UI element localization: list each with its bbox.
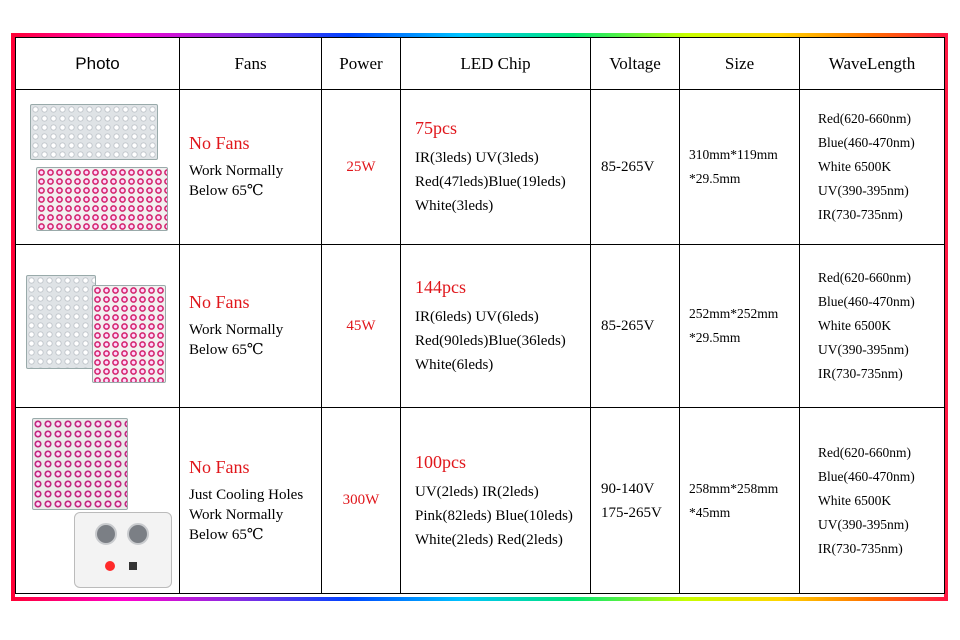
voltage-cell [591, 245, 680, 408]
header-voltage: Voltage [591, 38, 680, 90]
table-row [16, 245, 945, 408]
wavelength-line: White 6500K [818, 159, 892, 174]
product-image-25w-back [30, 104, 158, 160]
chip-line: UV(2leds) IR(2leds) [415, 483, 539, 500]
product-image-45w-back [26, 275, 96, 369]
wavelength-line: White 6500K [818, 492, 892, 508]
voltage-line: 85-265V [601, 159, 655, 175]
header-power: Power [322, 38, 401, 90]
size-line: 310mm*119mm [689, 147, 778, 162]
chip-count: 75pcs [415, 118, 457, 138]
chip-cell [401, 408, 591, 594]
wavelength-line: Red(620-660nm) [818, 111, 911, 126]
size-cell [680, 245, 800, 408]
fans-line: Work Normally [189, 322, 284, 338]
size-line: 252mm*252mm [689, 306, 779, 321]
header-wavelength: WaveLength [800, 38, 945, 90]
voltage-cell [591, 408, 680, 594]
chip-count: 144pcs [415, 277, 466, 297]
fans-title: No Fans [189, 133, 250, 153]
photo-cell [16, 408, 180, 594]
wavelength-cell [800, 245, 945, 408]
header-led-chip: LED Chip [401, 38, 591, 90]
wavelength-line: UV(390-395nm) [818, 342, 909, 357]
fans-line: Below 65℃ [189, 526, 264, 543]
fans-line: Work Normally [189, 506, 284, 523]
voltage-line: 175-265V [601, 504, 662, 521]
fans-line: Work Normally [189, 163, 284, 179]
wavelength-line: Blue(460-470nm) [818, 135, 915, 150]
power-value: 300W [322, 408, 401, 594]
chip-line: White(2leds) Red(2leds) [415, 531, 563, 548]
size-cell [680, 90, 800, 245]
fans-line: Below 65℃ [189, 183, 264, 199]
wavelength-line: White 6500K [818, 318, 892, 333]
chip-line: White(6leds) [415, 357, 494, 373]
power-value: 45W [322, 245, 401, 408]
wavelength-line: UV(390-395nm) [818, 183, 909, 198]
chip-cell [401, 245, 591, 408]
voltage-line: 90-140V [601, 480, 655, 497]
size-line: *29.5mm [689, 171, 741, 186]
power-value: 25W [322, 90, 401, 245]
chip-line: IR(6leds) UV(6leds) [415, 309, 539, 325]
fans-cell [180, 90, 322, 245]
header-row [16, 38, 945, 90]
power-switch-icon [105, 561, 115, 571]
voltage-line: 85-265V [601, 318, 655, 334]
photo-cell [16, 90, 180, 245]
fans-cell [180, 408, 322, 594]
product-image-25w-front [36, 167, 168, 231]
wavelength-line: Blue(460-470nm) [818, 468, 915, 484]
wavelength-line: IR(730-735nm) [818, 540, 903, 556]
header-size: Size [680, 38, 800, 90]
wavelength-line: IR(730-735nm) [818, 207, 903, 222]
table-row [16, 90, 945, 245]
size-line: *45mm [689, 504, 731, 520]
fan-icon [95, 523, 117, 545]
size-line: 258mm*258mm [689, 480, 779, 496]
product-image-45w-front [92, 285, 166, 383]
size-cell [680, 408, 800, 594]
size-line: *29.5mm [689, 330, 741, 345]
wavelength-line: Blue(460-470nm) [818, 294, 915, 309]
table-row [16, 408, 945, 594]
wavelength-cell [800, 408, 945, 594]
socket-icon [129, 562, 137, 570]
fans-title: No Fans [189, 292, 250, 312]
voltage-cell [591, 90, 680, 245]
photo-cell [16, 245, 180, 408]
product-image-300w-front [32, 418, 128, 510]
fans-title: No Fans [189, 456, 250, 477]
header-fans: Fans [180, 38, 322, 90]
chip-line: Red(47leds)Blue(19leds) [415, 174, 566, 190]
wavelength-line: Red(620-660nm) [818, 444, 911, 460]
chip-count: 100pcs [415, 451, 466, 472]
chip-line: IR(3leds) UV(3leds) [415, 150, 539, 166]
chip-line: Pink(82leds) Blue(10leds) [415, 507, 573, 524]
header-photo: Photo [16, 38, 180, 90]
wavelength-cell [800, 90, 945, 245]
fan-icon [127, 523, 149, 545]
chip-line: White(3leds) [415, 198, 494, 214]
wavelength-line: Red(620-660nm) [818, 270, 911, 285]
fans-line: Below 65℃ [189, 342, 264, 358]
chip-cell [401, 90, 591, 245]
wavelength-line: IR(730-735nm) [818, 366, 903, 381]
fans-cell [180, 245, 322, 408]
fans-line: Just Cooling Holes [189, 486, 304, 503]
product-image-300w-back [74, 512, 172, 588]
spec-table [15, 37, 945, 594]
wavelength-line: UV(390-395nm) [818, 516, 909, 532]
chip-line: Red(90leds)Blue(36leds) [415, 333, 566, 349]
